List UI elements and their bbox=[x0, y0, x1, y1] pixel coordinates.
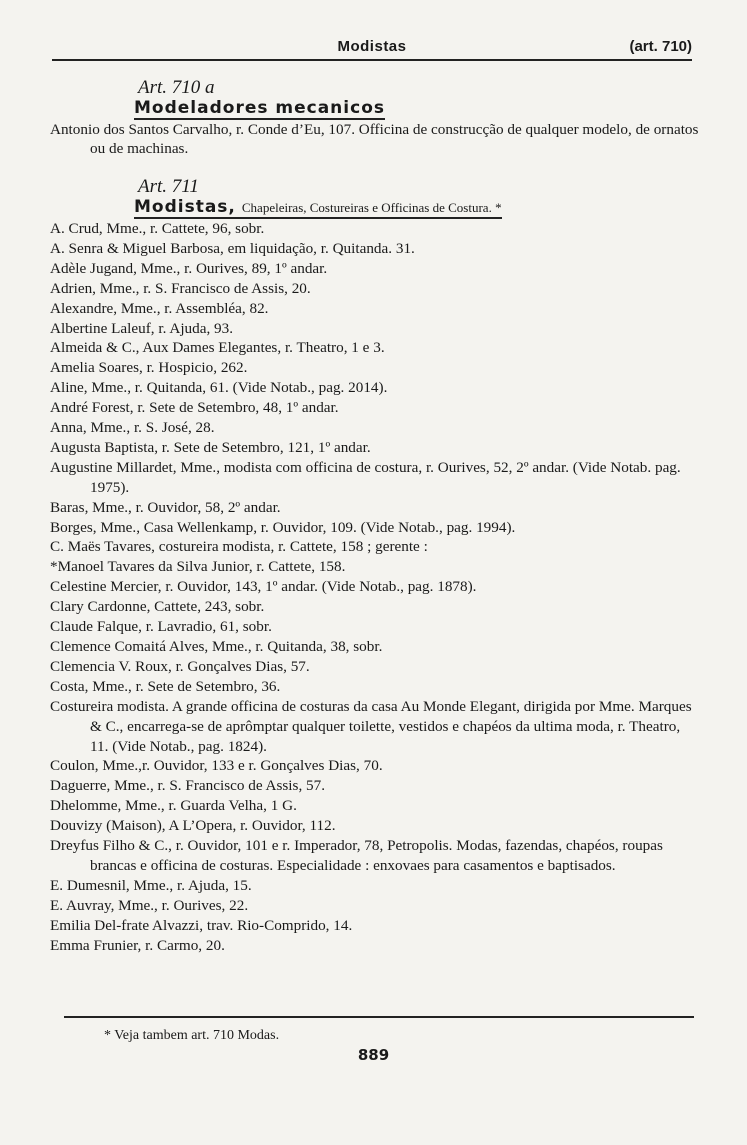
entry: *Manoel Tavares da Silva Junior, r. Cattete, 158. bbox=[50, 558, 346, 576]
entry: Costureira modista. A grande officina de costuras da casa Au Monde Elegant, dirigida por Mme. Marques & C., encarrega-se de aprômptar qualquer toilette, vestidos e chapéos da ultima moda, r. Theatro, 11. (Vide Notab., pag. 1824). bbox=[50, 697, 692, 755]
article-label-711: Art. 711 bbox=[138, 176, 199, 198]
entry: Dhelomme, Mme., r. Guarda Velha, 1 G. bbox=[50, 797, 297, 815]
entry-list bbox=[50, 219, 700, 956]
entry: Adrien, Mme., r. S. Francisco de Assis, 20. bbox=[50, 279, 311, 297]
entry: Antonio dos Santos Carvalho, r. Conde d’Eu, 107. Officina de construcção de qualquer modelo, de ornatos ou de machinas. bbox=[50, 120, 699, 158]
entry: Clemencia V. Roux, r. Gonçalves Dias, 57. bbox=[50, 657, 310, 675]
article-label-710a: Art. 710 a bbox=[138, 77, 215, 98]
page-content bbox=[50, 78, 700, 956]
entry: Adèle Jugand, Mme., r. Ourives, 89, 1º andar. bbox=[50, 259, 328, 277]
entry: André Forest, r. Sete de Setembro, 48, 1º andar. bbox=[50, 399, 339, 417]
entry: Douvizy (Maison), A L’Opera, r. Ouvidor, 112. bbox=[50, 817, 336, 835]
entry: Clemence Comaitá Alves, Mme., r. Quitanda, 38, sobr. bbox=[50, 638, 383, 655]
entry: Daguerre, Mme., r. S. Francisco de Assis, 57. bbox=[50, 777, 326, 795]
header-title: Modistas bbox=[337, 38, 407, 55]
entry: Coulon, Mme.,r. Ouvidor, 133 e r. Gonçalves Dias, 70. bbox=[50, 757, 383, 775]
entry: A. Crud, Mme., r. Cattete, 96, sobr. bbox=[50, 219, 265, 237]
entry: Clary Cardonne, Cattete, 243, sobr. bbox=[50, 598, 265, 616]
running-header bbox=[52, 34, 692, 60]
entry: Augusta Baptista, r. Sete de Setembro, 121, 1º andar. bbox=[50, 438, 371, 456]
entry: C. Maës Tavares, costureira modista, r. Cattete, 158 ; gerente : bbox=[50, 538, 428, 556]
entry: Costa, Mme., r. Sete de Setembro, 36. bbox=[50, 677, 281, 695]
entry: Dreyfus Filho & C., r. Ouvidor, 101 e r. Imperador, 78, Petropolis. Modas, fazendas, chapéos, roupas brancas e officina de costuras. Especialidade : enxovaes para casamentos e baptisados. bbox=[50, 837, 663, 874]
section-subheading: Chapeleiras, Costureiras e Officinas de Costura. * bbox=[241, 200, 502, 216]
entry: Augustine Millardet, Mme., modista com officina de costura, r. Ourives, 52, 2º andar. (Vide Notab. pag. 1975). bbox=[50, 458, 681, 496]
section-heading-modistas: Modistas, Chapeleiras, Costureiras e Officinas de Costura. * bbox=[134, 197, 502, 218]
section-heading-modeladores: Modeladores mecanicos bbox=[134, 97, 385, 118]
footnote-rule bbox=[64, 1016, 694, 1018]
entry: Albertine Laleuf, r. Ajuda, 93. bbox=[50, 319, 234, 337]
entry: Alexandre, Mme., r. Assembléa, 82. bbox=[50, 299, 269, 317]
header-rule bbox=[52, 59, 692, 61]
entry: Emma Frunier, r. Carmo, 20. bbox=[50, 936, 225, 954]
entry: Amelia Soares, r. Hospicio, 262. bbox=[50, 359, 248, 377]
entry: E. Dumesnil, Mme., r. Ajuda, 15. bbox=[50, 876, 252, 894]
entry: Borges, Mme., Casa Wellenkamp, r. Ouvidor, 109. (Vide Notab., pag. 1994). bbox=[50, 518, 516, 536]
entry: Almeida & C., Aux Dames Elegantes, r. Theatro, 1 e 3. bbox=[50, 339, 385, 357]
page-number: 889 bbox=[357, 1046, 390, 1064]
entry: Celestine Mercier, r. Ouvidor, 143, 1º andar. (Vide Notab., pag. 1878). bbox=[50, 578, 477, 596]
entry: Emilia Del-frate Alvazzi, trav. Rio-Comprido, 14. bbox=[50, 916, 353, 934]
entry: E. Auvray, Mme., r. Ourives, 22. bbox=[50, 896, 249, 914]
entry: Anna, Mme., r. S. José, 28. bbox=[50, 419, 215, 437]
entry: Aline, Mme., r. Quitanda, 61. (Vide Notab., pag. 2014). bbox=[50, 379, 388, 397]
footnote: * Veja tambem art. 710 Modas. bbox=[104, 1028, 280, 1043]
entry: A. Senra & Miguel Barbosa, em liquidação, r. Quitanda. 31. bbox=[50, 239, 415, 257]
header-article: (art. 710) bbox=[629, 38, 692, 55]
entry: Baras, Mme., r. Ouvidor, 58, 2º andar. bbox=[50, 498, 281, 516]
entry: Claude Falque, r. Lavradio, 61, sobr. bbox=[50, 618, 272, 636]
